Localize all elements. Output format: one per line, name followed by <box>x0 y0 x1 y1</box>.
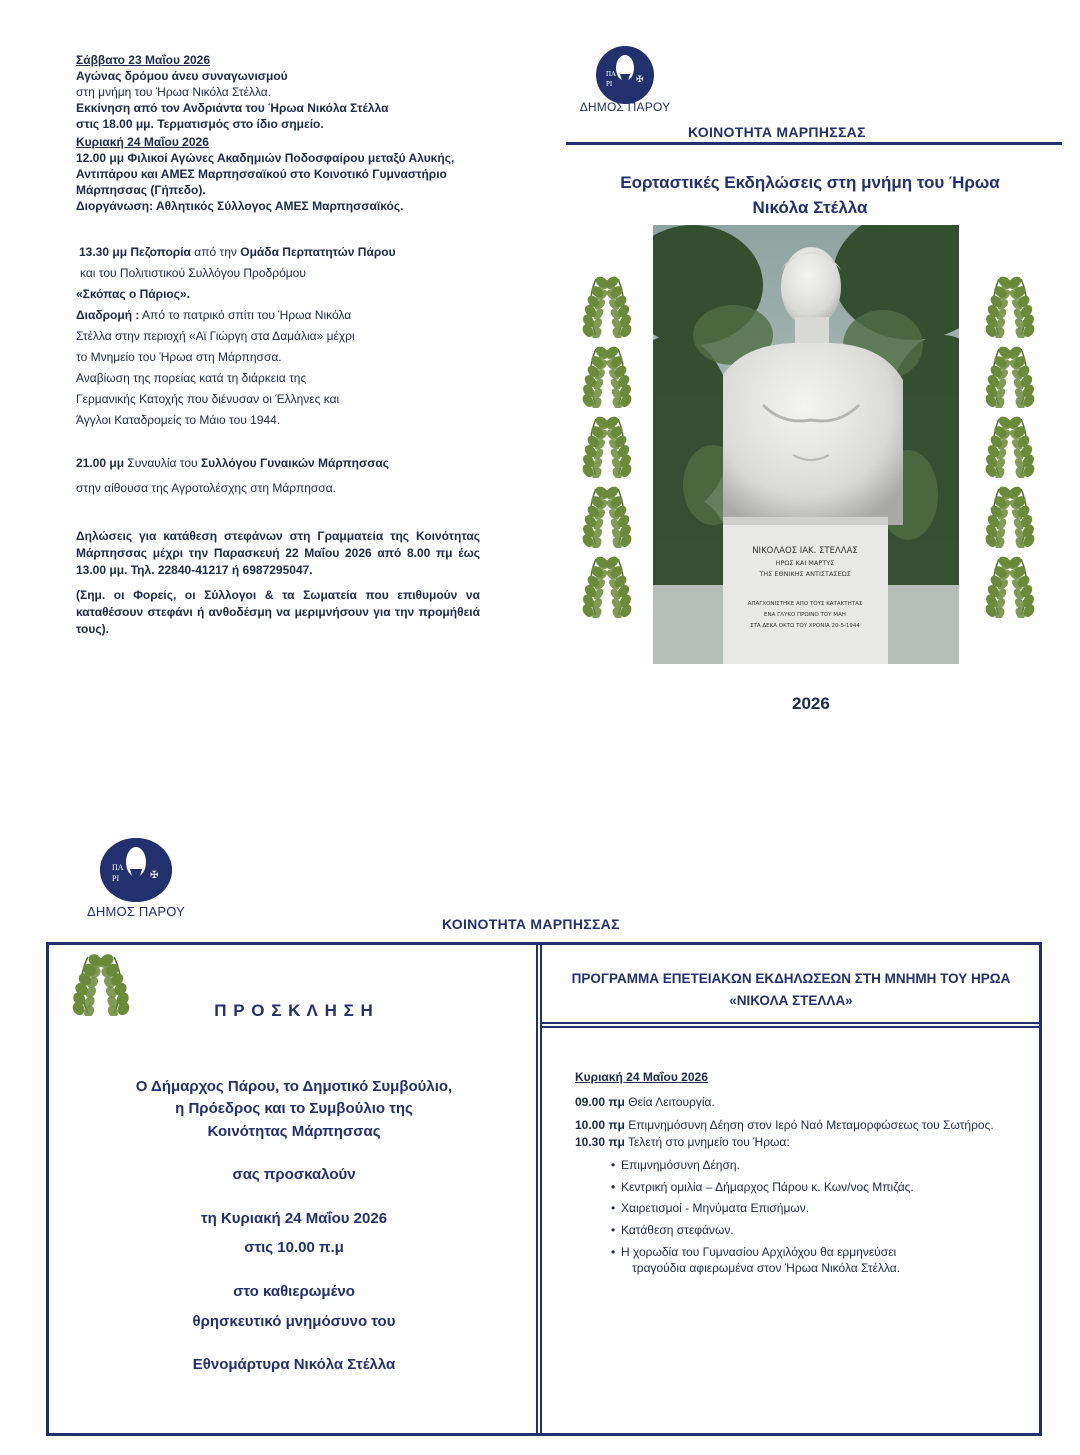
anniversary-bullet: • Κατάθεση στεφάνων. <box>621 1222 734 1238</box>
cover-year: 2026 <box>792 694 830 713</box>
svg-text:ΡΙ: ΡΙ <box>112 874 120 883</box>
race-start-line1: Εκκίνηση από τον Ανδριάντα του Ήρωα Νικόλα Στέλλα <box>76 101 389 115</box>
cover-logo-text: ΔΗΜΟΣ ΠΑΡΟΥ <box>579 100 671 114</box>
anniversary-time3: 10.30 πμ <box>575 1135 625 1149</box>
plaque-line4: ΑΠΑΓΧΟΝΙΣΤΗΚΕ ΑΠΟ ΤΟΥΣ ΚΑΤΑΚΤΗΤΑΣ <box>747 601 863 607</box>
anniversary-title <box>546 968 1036 1012</box>
laurel-wreath-icon <box>579 346 635 410</box>
invitation-heading: Π Ρ Ο Σ Κ Λ Η Σ Η <box>214 1001 374 1020</box>
plaque-line2: ΗΡΩΣ ΚΑΙ ΜΑΡΤΥΣ <box>775 559 835 567</box>
organizer: Διοργάνωση: Αθλητικός Σύλλογος ΑΜΕΣ Μαρπησσαϊκός. <box>76 199 404 213</box>
hero-statue-photo <box>653 225 959 664</box>
invitation-line6: στις 10.00 π.μ <box>244 1239 344 1256</box>
cover-rule <box>566 142 1062 145</box>
invitation-line8: θρησκευτικό μνημόσυνο του <box>192 1313 396 1330</box>
plaque-line3: ΤΗΣ ΕΘΝΙΚΗΣ ΑΝΤΙΣΤΑΣΕΩΣ <box>759 570 851 578</box>
revival-line2: Γερμανικής Κατοχής που διένυσαν οι Έλληνες και <box>76 392 340 406</box>
laurel-wreath-icon <box>982 486 1038 550</box>
anniversary-bullet: • Χαιρετισμοί - Μηνύματα Επισήμων. <box>621 1200 809 1216</box>
concert-club: Συλλόγου Γυναικών Μάρπησσας <box>200 456 390 470</box>
anniversary-bullet: • Κεντρική ομιλία – Δήμαρχος Πάρου κ. Κων/νος Μπιζάς. <box>621 1179 914 1195</box>
hike-from: από την <box>190 245 241 259</box>
concert-place: στην αίθουσα της Αγροτολέσχης στη Μάρπησσα. <box>76 481 336 495</box>
route-label: Διαδρομή : <box>76 308 140 322</box>
hike-block <box>76 242 480 431</box>
route-line1: Από το πατρικό σπίτι του Ήρωα Νικόλα <box>139 308 352 322</box>
hike-club: «Σκόπας ο Πάριος». <box>76 287 191 301</box>
anniversary-title-line1: ΠΡΟΓΡΑΜΜΑ ΕΠΕΤΕΙΑΚΩΝ ΕΚΔΗΛΩΣΕΩΝ ΣΤΗ ΜΝΗΜΗ ΤΟΥ ΗΡΩΑ <box>571 971 1011 986</box>
plaque-line5: ΕΝΑ ΓΛΥΚΟ ΠΡΩΙΝΟ ΤΟΥ ΜΑΗ <box>764 612 846 618</box>
svg-text:✠: ✠ <box>636 74 644 84</box>
plaque-line1: ΝΙΚΟΛΑΟΣ ΙΑΚ. ΣΤΕΛΛΑΣ <box>752 546 858 556</box>
anniversary-time2: 10.00 πμ <box>575 1118 625 1132</box>
invitation-line3: Κοινότητας Μάρπησσας <box>207 1123 381 1140</box>
invite-logo <box>87 838 185 919</box>
cover-community: ΚΟΙΝΟΤΗΤΑ ΜΑΡΠΗΣΣΑΣ <box>688 124 866 140</box>
route-line3: το Μνημείο του Ήρωα στη Μάρπησσα. <box>76 350 282 364</box>
anniversary-date: Κυριακή 24 Μαΐου 2026 <box>575 1070 708 1084</box>
football-line1: 12.00 μμ Φιλικοί Αγώνες Ακαδημιών Ποδοσφαίρου μεταξύ Αλυκής, <box>76 151 455 165</box>
anniversary-bullet5-line2: τραγούδια αφιερωμένα στον Ήρωα Νικόλα Στέλλα. <box>632 1261 901 1275</box>
laurel-wreath-icon <box>579 416 635 480</box>
anniversary-item1 <box>575 1094 715 1110</box>
laurel-wreath-icon <box>982 276 1038 340</box>
anniversary-bullet: • Επιμνημόσυνη Δέηση. <box>621 1157 740 1173</box>
cover-title <box>590 170 1030 220</box>
anniversary-bullet: • Η χορωδία του Γυμνασίου Αρχιλόχου θα ερμηνεύσει <box>621 1244 896 1260</box>
anniversary-item3 <box>575 1134 790 1150</box>
anniversary-event3: Τελετή στο μνημείο του Ήρωα: <box>624 1135 790 1149</box>
invitation-line7: στο καθιερωμένο <box>233 1283 355 1300</box>
program-title-rule <box>542 1022 1039 1028</box>
revival-line1: Αναβίωση της πορείας κατά τη διάρκεια της <box>76 371 307 385</box>
wreaths-remark: (Σημ. οι Φορείς, οι Σύλλογοι & τα Σωματεία που επιθυμούν να καταθέσουν στεφάνι ή ανθοδέσμη να μεριμνήσουν για την προμήθειά τους). <box>76 588 480 636</box>
laurel-wreath-icon <box>579 276 635 340</box>
saturday-date: Σάββατο 23 Μαΐου 2026 <box>76 53 211 67</box>
laurel-wreath-icon <box>982 556 1038 620</box>
cover-title-line1: Εορταστικές Εκδηλώσεις στη μνήμη του Ήρωα <box>620 173 1000 192</box>
route-line2: Στέλλα στην περιοχή «Αϊ Γιώργη στα Δαμάλια» μέχρι <box>76 329 355 343</box>
hike-time: 13.30 μμ Πεζοπορία <box>79 245 191 259</box>
invite-community: ΚΟΙΝΟΤΗΤΑ ΜΑΡΠΗΣΣΑΣ <box>442 916 620 932</box>
race-title: Αγώνας δρόμου άνευ συναγωνισμού <box>76 69 288 83</box>
football-line2: Αντιπάρου και ΑΜΕΣ Μαρπησσαϊκού στο Κοινοτικό Γυμναστήριο <box>76 167 447 181</box>
concert-time: 21.00 μμ <box>76 456 125 470</box>
invite-logo-text: ΔΗΜΟΣ ΠΑΡΟΥ <box>87 904 185 919</box>
cover-logo <box>579 46 671 114</box>
laurel-wreath-icon <box>982 346 1038 410</box>
concert-mid: Συναυλία του <box>124 456 201 470</box>
sunday-date: Κυριακή 24 Μαΐου 2026 <box>76 135 209 149</box>
hike-group: Ομάδα Περπατητών Πάρου <box>240 245 396 259</box>
svg-text:ΠΑ: ΠΑ <box>112 863 124 872</box>
laurel-wreath-icon <box>982 416 1038 480</box>
invitation-line1: Ο Δήμαρχος Πάρου, το Δημοτικό Συμβούλιο, <box>135 1078 453 1095</box>
municipality-emblem-icon <box>596 46 654 104</box>
race-start-line2: στις 18.00 μμ. Τερματισμός στο ίδιο σημείο. <box>76 117 324 131</box>
svg-text:ΡΙ: ΡΙ <box>606 80 613 88</box>
invitation-line5: τη Κυριακή 24 Μαΐου 2026 <box>200 1210 388 1227</box>
plaque-line6: ΣΤΑ ΔΕΚΑ ΟΚΤΩ ΤΟΥ ΧΡΟΝΙΑ 20-5-1944 <box>750 623 860 629</box>
revival-line3: Άγγλοι Καταδρομείς το Μάιο του 1944. <box>76 413 281 427</box>
svg-text:ΠΑ: ΠΑ <box>606 70 617 78</box>
invitation-line9: Εθνομάρτυρα Νικόλα Στέλλα <box>192 1356 396 1373</box>
anniversary-event2: Επιμνημόσυνη Δέηση στον Ιερό Ναό Μεταμορφώσεως του Σωτήρος. <box>624 1118 994 1132</box>
hike-line2: και του Πολιτιστικού Συλλόγου Προδρόμου <box>80 266 306 280</box>
anniversary-bullet-continued <box>632 1260 900 1276</box>
svg-text:✠: ✠ <box>150 870 159 881</box>
municipality-emblem-icon <box>100 838 172 902</box>
anniversary-time1: 09.00 πμ <box>575 1095 625 1109</box>
invitation-line4: σας προσκαλούν <box>232 1166 356 1183</box>
invitation-divider <box>536 942 542 1436</box>
wreaths-note: Δηλώσεις για κατάθεση στεφάνων στη Γραμματεία της Κοινότητας Μάρπησσας μέχρι την Παρασκευή 22 Μαΐου 2026 από 8.00 πμ έως 13.00 μμ. Τηλ. 22840-41217 ή 6987295047. <box>76 529 480 577</box>
anniversary-item2 <box>575 1117 1035 1133</box>
anniversary-event1: Θεία Λειτουργία. <box>624 1095 715 1109</box>
anniversary-title-line2: «ΝΙΚΟΛΑ ΣΤΕΛΛΑ» <box>729 993 853 1008</box>
laurel-wreath-icon <box>579 556 635 620</box>
laurel-wreath-icon <box>579 486 635 550</box>
football-line3: Μάρπησσας (Γήπεδο). <box>76 183 206 197</box>
race-sub: στη μνήμη του Ήρωα Νικόλα Στέλλα. <box>76 85 272 99</box>
program-column <box>76 52 480 638</box>
invitation-line2: η Πρόεδρος και το Συμβούλιο της <box>175 1100 413 1117</box>
cover-title-line2: Νικόλα Στέλλα <box>752 198 868 217</box>
